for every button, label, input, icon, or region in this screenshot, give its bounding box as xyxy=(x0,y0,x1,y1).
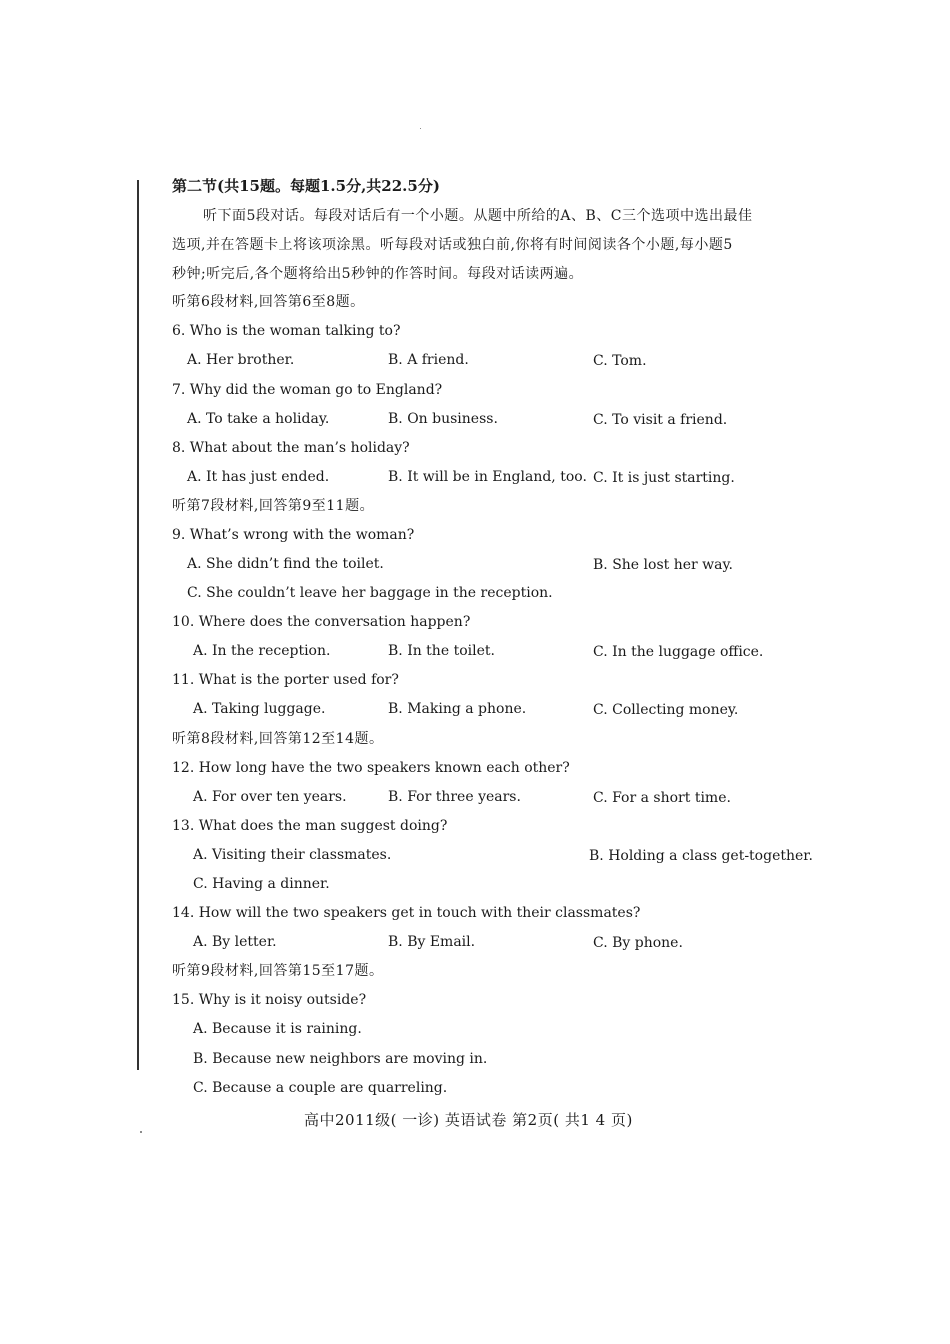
instruction-line-2: 选项,并在答题卡上将该项涂黑。听每段对话或独白前,你将有时间阅读各个小题,每小题5 xyxy=(172,237,733,253)
option-a: A. For over ten years. xyxy=(193,789,347,805)
option-a: A. In the reception. xyxy=(193,643,331,659)
question-stem: 6. Who is the woman talking to? xyxy=(172,323,401,339)
option-a: A. Taking luggage. xyxy=(193,701,326,717)
option-b: B. For three years. xyxy=(388,789,521,805)
scan-speck xyxy=(140,1131,142,1133)
option-b: B. Making a phone. xyxy=(388,701,527,717)
option-c: C. For a short time. xyxy=(593,790,731,806)
option-a: A. It has just ended. xyxy=(187,469,330,485)
option-c: C. In the luggage office. xyxy=(593,644,764,660)
option-b: B. She lost her way. xyxy=(593,557,733,573)
option-a: A. She didn’t find the toilet. xyxy=(187,556,384,572)
option-a: A. Her brother. xyxy=(187,352,295,368)
question-stem: 8. What about the man’s holiday? xyxy=(172,440,410,456)
option-b: B. On business. xyxy=(388,411,498,427)
binding-margin-line xyxy=(137,180,139,1070)
question-stem: 13. What does the man suggest doing? xyxy=(172,818,448,834)
question-stem: 14. How will the two speakers get in touch with their classmates? xyxy=(172,905,641,921)
option-a: A. By letter. xyxy=(193,934,277,950)
option-b: B. By Email. xyxy=(388,934,476,950)
scan-speck xyxy=(420,128,421,129)
option-b: B. In the toilet. xyxy=(388,643,495,659)
page-footer: 高中2011级( 一诊) 英语试卷 第2页( 共1 4 页) xyxy=(304,1111,633,1129)
option-a: A. Visiting their classmates. xyxy=(193,847,392,863)
question-stem: 11. What is the porter used for? xyxy=(172,672,399,688)
option-c: C. It is just starting. xyxy=(593,470,735,486)
question-stem: 15. Why is it noisy outside? xyxy=(172,992,367,1008)
option-b: B. It will be in England, too. xyxy=(388,469,587,485)
option-a: A. Because it is raining. xyxy=(193,1021,362,1037)
option-b: B. Because new neighbors are moving in. xyxy=(193,1051,488,1067)
question-stem: 10. Where does the conversation happen? xyxy=(172,614,471,630)
option-b: B. A friend. xyxy=(388,352,469,368)
question-stem: 12. How long have the two speakers known each other? xyxy=(172,760,570,776)
option-c: C. Tom. xyxy=(593,353,647,369)
option-c: C. Because a couple are quarreling. xyxy=(193,1080,448,1096)
group-heading: 听第8段材料,回答第12至14题。 xyxy=(172,731,384,747)
instruction-line-3: 秒钟;听完后,各个题将给出5秒钟的作答时间。每段对话读两遍。 xyxy=(172,266,584,282)
option-c: C. To visit a friend. xyxy=(593,412,728,428)
option-c: C. Collecting money. xyxy=(593,702,739,718)
question-stem: 7. Why did the woman go to England? xyxy=(172,382,443,398)
option-c: C. By phone. xyxy=(593,935,683,951)
option-c: C. Having a dinner. xyxy=(193,876,330,892)
group-heading: 听第9段材料,回答第15至17题。 xyxy=(172,963,384,979)
instruction-line-1: 听下面5段对话。每段对话后有一个小题。从题中所给的A、B、C三个选项中选出最佳 xyxy=(203,208,753,224)
group-heading: 听第6段材料,回答第6至8题。 xyxy=(172,294,365,310)
group-heading: 听第7段材料,回答第9至11题。 xyxy=(172,498,375,514)
question-stem: 9. What’s wrong with the woman? xyxy=(172,527,415,543)
option-b: B. Holding a class get-together. xyxy=(589,848,813,864)
option-a: A. To take a holiday. xyxy=(187,411,330,427)
option-c: C. She couldn’t leave her baggage in the reception. xyxy=(187,585,553,601)
section-title: 第二节(共15题。每题1.5分,共22.5分) xyxy=(172,177,440,195)
